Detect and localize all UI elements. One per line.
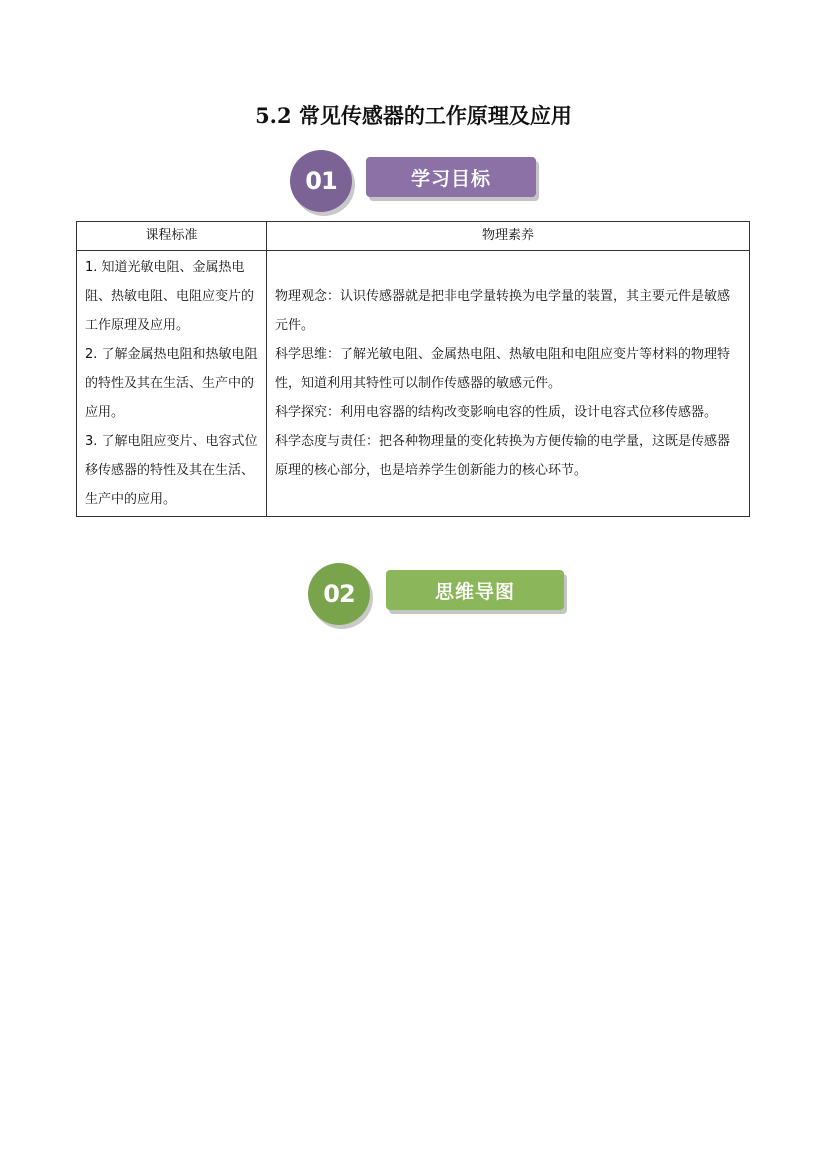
literacy-item: 科学态度与责任：把各种物理量的变化转换为方便传输的电学量，这既是传感器原理的核心部分，也是培养学生创新能力的核心环节。	[275, 434, 731, 478]
literacy-item: 科学探究：利用电容器的结构改变影响电容的性质，设计电容式位移传感器。	[275, 405, 718, 420]
physics-literacy-cell	[267, 251, 750, 517]
table-row	[77, 251, 750, 517]
standard-item: 2. 了解金属热电阻和热敏电阻的特性及其在生活、生产中的应用。	[85, 347, 258, 420]
section-label: 学习目标	[366, 157, 536, 197]
section-number-badge: 02	[308, 563, 370, 625]
section-number-badge: 01	[290, 150, 352, 212]
standard-item: 3. 了解电阻应变片、电容式位移传感器的特性及其在生活、生产中的应用。	[85, 434, 258, 507]
standard-item: 1. 知道光敏电阻、金属热电阻、热敏电阻、电阻应变片的工作原理及应用。	[85, 260, 255, 333]
section-label: 思维导图	[386, 570, 564, 610]
column-header-literacy: 物理素养	[267, 222, 750, 251]
curriculum-standards-cell	[77, 251, 267, 517]
literacy-item: 物理观念：认识传感器就是把非电学量转换为电学量的装置，其主要元件是敏感元件。	[275, 289, 731, 333]
literacy-item: 科学思维：了解光敏电阻、金属热电阻、热敏电阻和电阻应变片等材料的物理特性，知道利用其特性可以制作传感器的敏感元件。	[275, 347, 731, 391]
learning-goals-table	[76, 221, 750, 517]
page-title: 5.2 常见传感器的工作原理及应用	[255, 103, 572, 128]
column-header-curriculum: 课程标准	[77, 222, 267, 251]
table-header-row	[77, 222, 750, 251]
